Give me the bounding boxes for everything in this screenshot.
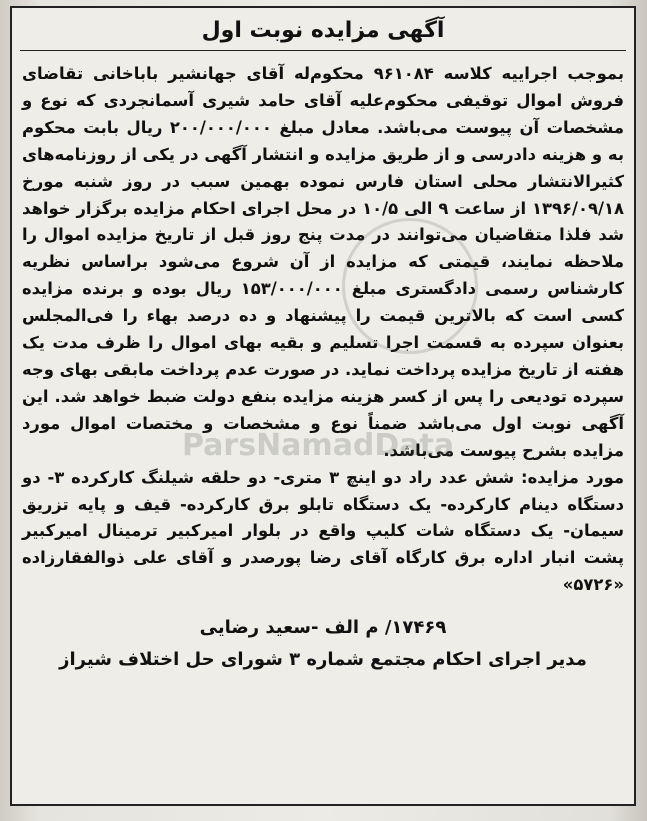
notice-body	[22, 61, 624, 465]
title-divider	[20, 50, 626, 51]
issuing-office: مدیر اجرای احکام مجتمع شماره ۳ شورای حل اختلاف شیراز	[59, 649, 587, 671]
notice-body-paragraph: بموجب اجراییه کلاسه ۹۶۱۰۸۴ محکوم‌له آقای جهانشیر باباخانی تقاضای فروش اموال توقیفی محکوم‌علیه آقای حامد شیری آسمانجردی که نوع و مشخصات آن پیوست می‌باشد. معادل مبلغ ۲۰۰/۰۰۰/۰۰۰ ریال بابت محکوم به و هزینه دادرسی و از طریق مزایده و انتشار آگهی در یکی از روزنامه‌های کثیرالانتشار محلی استان فارس نموده بهمین سبب در روز شنبه مورخ ۱۳۹۶/۰۹/۱۸ از ساعت ۹ الی ۱۰/۵ در محل اجرای احکام مزایده برگزار خواهد شد فلذا متقاضیان می‌توانند در مدت پنج روز قبل از تاریخ مزایده اموال را ملاحظه نمایند، قیمتی که مزایده از آن شروع می‌شود براساس نظریه کارشناس رسمی دادگستری مبلغ ۱۵۳/۰۰۰/۰۰۰ ریال بوده و برنده مزایده کسی است که بالاترین قیمت را پیشنهاد و ده درصد بهاء را فی‌المجلس بعنوان سپرده به قسمت اجرا تسلیم و بقیه بهای اموال را ظرف مدت یک هفته از تاریخ مزایده پرداخت نماید. در صورت عدم پرداخت مابقی بهای وجه سپرده تودیعی را پس از کسر هزینه مزایده بنفع دولت ضبط خواهد شد. این آگهی نوبت اول می‌باشد ضمناً نوع و مشخصات و مختصات اموال مورد مزایده بشرح پیوست می‌باشد.	[21, 64, 624, 460]
notice-signature: ۱۷۴۶۹/ م الف -سعید رضایی	[199, 617, 447, 639]
auction-items	[22, 465, 624, 600]
auction-notice	[10, 6, 636, 806]
watermark-text: ParsNamadData	[182, 428, 455, 463]
auction-items-paragraph: مورد مزایده: شش عدد راد دو اینچ ۳ متری- دو حلقه شیلنگ کارکرده ۳- دو دستگاه دینام کارکرده- یک دستگاه تابلو برق کارکرده- قیف و پایه تزریق سیمان- یک دستگاه شات کلیپ واقع در بلوار امیرکبیر ترمینال امیرکبیر پشت انبار اداره برق کارگاه آقای رضا پورصدر و آقای علی ذوالفقارزاده «۵۷۲۶»	[22, 467, 625, 595]
notice-title: آگهی مزایده نوبت اول	[201, 18, 445, 43]
